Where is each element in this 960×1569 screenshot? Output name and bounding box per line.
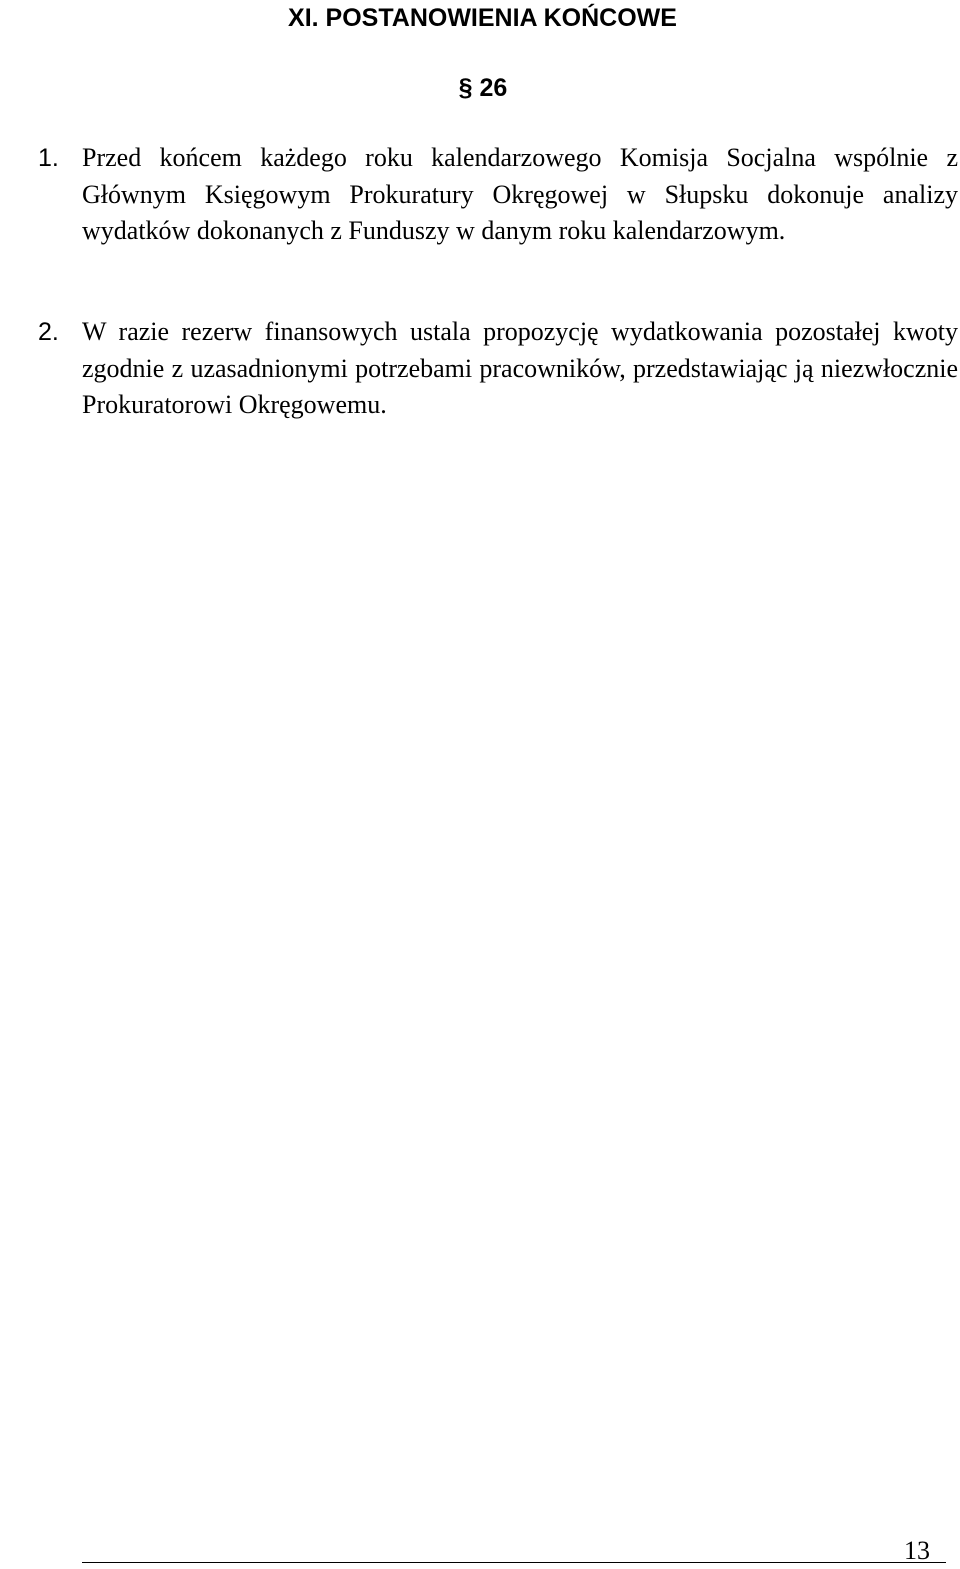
clause-1-text: Przed końcem każdego roku kalendarzowego Komisja Socjalna wspólnie z Głównym Księgowym Prokuratury Okręgowej w Słupsku dokonuje analizy wydatków dokonanych z Funduszy w danym roku kalendarzowym. [82,143,958,245]
clause-1 [38,140,960,250]
chapter-heading: XI. POSTANOWIENIA KOŃCOWE [288,4,677,32]
footer-rule [82,1562,946,1563]
page-number: 13 [904,1536,930,1565]
clause-2-text: W razie rezerw finansowych ustala propozycję wydatkowania pozostałej kwoty zgodnie z uzasadnionymi potrzebami pracowników, przedstawiając ją niezwłocznie Prokuratorowi Okręgowemu. [82,317,958,419]
section-heading: § 26 [458,74,508,102]
clause-2 [38,314,960,424]
clause-2-number: 2. [38,318,59,346]
clause-1-number: 1. [38,144,59,172]
